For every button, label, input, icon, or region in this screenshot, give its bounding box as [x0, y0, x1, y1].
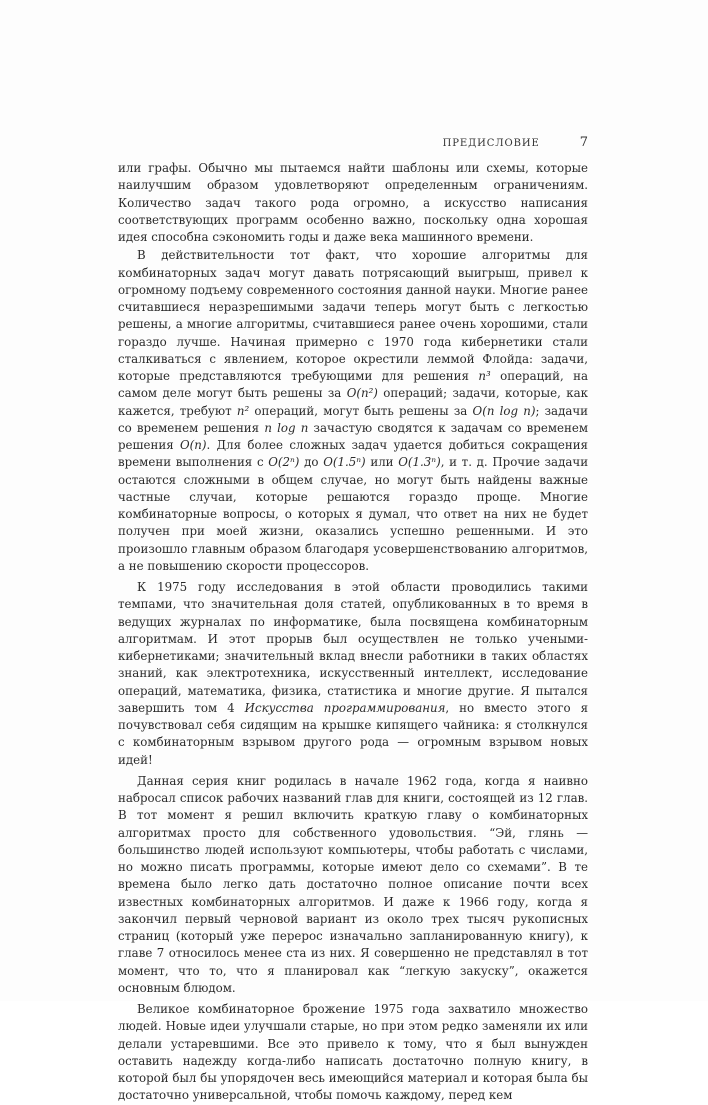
paragraph-5: Великое комбинаторное брожение 1975 года захватило множество людей. Новые идеи улучшали старые, но при этом редко заменяли их или делали устаревшими. Все это привело к тому, что я был вынужден оставить надежду когда-либо написать достаточно полную книгу, в которой был бы упорядочен весь имеющийся материал и которая была бы достаточно универсальной, чтобы помочь каждому, перед кем: [118, 1002, 588, 1103]
math-formula: O(2ⁿ): [268, 455, 300, 470]
math-formula: O(1.3ⁿ): [398, 455, 441, 470]
math-formula: O(n²): [346, 386, 378, 401]
paragraph-1: или графы. Обычно мы пытаемся найти шаблоны или схемы, которые наилучшим образом удовлетворяют определенным ограничениям. Количество задач такого рода огромно, а искусство написания соответствующих программ особенно важно, поскольку одна хорошая идея способна сэкономить годы и даже века машинного времени.: [118, 161, 588, 244]
paragraph-3: К 1975 году исследования в этой области проводились такими темпами, что значительная доля статей, опубликованных в то время в ведущих журналах по информатике, была посвящена комбинаторным алгоритмам. И этот прорыв был осуществлен не только учеными-кибернетиками; значительный вклад внесли работники в таких областях знаний, как электротехника, искусственный интеллект, исследование операций, математика, физика, статистика и многие другие. Я пытался завершить том 4 Искусства программирования, но вместо этого я почувствовал себя сидящим на крышке кипящего чайника: я столкнулся с комбинаторным взрывом другого рода — огромным взрывом новых идей!: [118, 580, 589, 767]
paragraph-2: В действительности тот факт, что хорошие алгоритмы для комбинаторных задач могут давать потрясающий выигрыш, привел к огромному подъему современного состояния данной науки. Многие ранее считавшиеся неразрешимыми задачи теперь могут быть с легкостью решены, а многие алгоритмы, считавшиеся ранее очень хорошими, стали гораздо лучше. Начиная примерно с 1970 года кибернетики стали сталкиваться с явлением, которое окрестили леммой Флойда: задачи, которые представляются требующими для решения n³ операций, на самом деле могут быть решены за O(n²) операций; задачи, которые, как кажется, требуют n² операций, могут быть решены за O(n log n); задачи со временем решения n log n зачастую сводятся к задачам со временем решения O(n). Для более сложных задач удается добиться сокращения времени выполнения с O(2ⁿ) до O(1.5ⁿ) или O(1.3ⁿ), и т. д. Прочие задачи остаются сложными в общем случае, но могут быть найдены важные частные случаи, которые решаются гораздо проще. Многие комбинаторные вопросы, о которых я думал, что ответ на них не будет получен при моей жизни, оказались успешно решенными. И это произошло главным образом благодаря усовершенствованию алгоритмов, а не повышению скорости процессоров.: [118, 248, 589, 573]
body-text: [118, 160, 588, 1105]
page-number: 7: [579, 135, 588, 150]
paragraph-4: Данная серия книг родилась в начале 1962 года, когда я наивно набросал список рабочих названий глав для книги, состоящей из 12 глав. В тот момент я решил включить краткую главу о комбинаторных алгоритмах просто для собственного удовольствия. “Эй, глянь — большинство людей используют компьютеры, чтобы работать с числами, но можно писать программы, которые имеют дело со схемами”. В те времена было легко дать достаточно полное описание почти всех известных комбинаторных алгоритмов. И даже к 1966 году, когда я закончил первый черновой вариант из около трех тысяч рукописных страниц (который уже перерос изначально запланированную книгу), к главе 7 относилось менее ста из них. Я совершенно не представлял в тот момент, что то, что я планировал как “легкую закуску”, окажется основным блюдом.: [118, 773, 588, 995]
section-title: ПРЕДИСЛОВИЕ: [442, 138, 540, 149]
math-formula: O(n log n): [472, 403, 536, 418]
math-formula: n³: [478, 369, 491, 383]
book-title: Искусства программирования: [244, 700, 446, 715]
running-head: [118, 135, 588, 151]
math-formula: O(1.5ⁿ): [323, 455, 366, 470]
math-formula: O(n): [179, 438, 207, 452]
math-formula: n²: [236, 403, 250, 418]
math-formula: n log n: [264, 420, 309, 435]
